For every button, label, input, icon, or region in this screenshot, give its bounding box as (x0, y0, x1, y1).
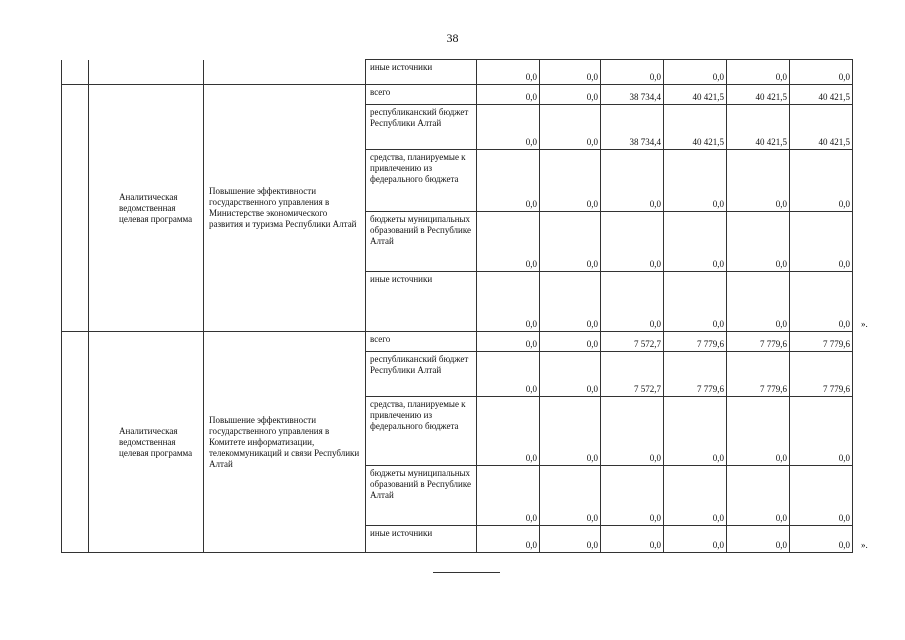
funding-source-cell: республиканский бюджет Республики Алтай (366, 105, 477, 150)
amount-cell: 0,0 (790, 397, 853, 466)
closing-quote-mark: ». (861, 539, 868, 550)
amount-cell: 0,0 (664, 212, 727, 272)
table-row (62, 85, 853, 105)
amount-cell: 0,0 (727, 60, 790, 85)
table-row (62, 60, 853, 85)
funding-source-cell: бюджеты муниципальных образований в Республике Алтай (366, 466, 477, 526)
amount-cell: 40 421,5 (727, 105, 790, 150)
amount-cell: 0,0 (477, 526, 540, 553)
amount-cell: 0,0 (540, 85, 601, 105)
amount-cell: 7 779,6 (727, 332, 790, 352)
funding-source-cell: средства, планируемые к привлечению из федерального бюджета (366, 150, 477, 212)
row-number-cell (62, 85, 89, 332)
program-type-cell (89, 60, 204, 85)
amount-cell: 0,0 (790, 466, 853, 526)
amount-cell: 0,0 (601, 526, 664, 553)
funding-source-cell: бюджеты муниципальных образований в Республике Алтай (366, 212, 477, 272)
amount-cell: 0,0 (540, 105, 601, 150)
amount-cell: 0,0 (477, 332, 540, 352)
amount-cell: 0,0 (540, 212, 601, 272)
closing-quote-mark: ». (861, 318, 868, 329)
amount-cell: 40 421,5 (664, 85, 727, 105)
funding-source-cell: иные источники (366, 272, 477, 332)
measure-name-cell (204, 60, 366, 85)
footnote-divider (433, 572, 500, 573)
funding-source-cell: республиканский бюджет Республики Алтай (366, 352, 477, 397)
amount-cell: 0,0 (727, 212, 790, 272)
amount-cell: 40 421,5 (790, 85, 853, 105)
amount-cell: 40 421,5 (727, 85, 790, 105)
amount-cell: 0,0 (477, 352, 540, 397)
amount-cell: 38 734,4 (601, 85, 664, 105)
amount-cell: 0,0 (727, 466, 790, 526)
amount-cell: 0,0 (664, 466, 727, 526)
budget-table (61, 59, 853, 553)
amount-cell: 0,0 (601, 212, 664, 272)
amount-cell: 0,0 (664, 526, 727, 553)
amount-cell: 0,0 (540, 466, 601, 526)
table-row (62, 332, 853, 352)
amount-cell: 0,0 (477, 466, 540, 526)
amount-cell: 7 779,6 (790, 352, 853, 397)
amount-cell: 0,0 (477, 397, 540, 466)
amount-cell: 0,0 (477, 105, 540, 150)
amount-cell: 0,0 (664, 272, 727, 332)
amount-cell: 0,0 (601, 272, 664, 332)
funding-source-cell: иные источники (366, 526, 477, 553)
amount-cell: 7 779,6 (664, 332, 727, 352)
page-number: 38 (446, 31, 459, 45)
amount-cell: 0,0 (601, 150, 664, 212)
program-type-cell: Аналитическая ведомственная целевая программа (89, 332, 204, 553)
amount-cell: 0,0 (727, 272, 790, 332)
measure-name-cell: Повышение эффективности государственного управления в Министерстве экономического развития и туризма Республики Алтай (204, 85, 366, 332)
amount-cell: 7 779,6 (664, 352, 727, 397)
amount-cell: 0,0 (790, 150, 853, 212)
amount-cell: 0,0 (727, 150, 790, 212)
program-type-cell: Аналитическая ведомственная целевая программа (89, 85, 204, 332)
amount-cell: 0,0 (664, 60, 727, 85)
amount-cell: 40 421,5 (790, 105, 853, 150)
amount-cell: 0,0 (790, 272, 853, 332)
amount-cell: 0,0 (601, 397, 664, 466)
amount-cell: 0,0 (477, 85, 540, 105)
amount-cell: 0,0 (790, 212, 853, 272)
amount-cell: 7 779,6 (790, 332, 853, 352)
amount-cell: 0,0 (790, 60, 853, 85)
amount-cell: 0,0 (727, 397, 790, 466)
row-number-cell (62, 332, 89, 553)
funding-source-cell: всего (366, 85, 477, 105)
amount-cell: 0,0 (540, 352, 601, 397)
funding-source-cell: иные источники (366, 60, 477, 85)
amount-cell: 0,0 (477, 60, 540, 85)
amount-cell: 0,0 (477, 150, 540, 212)
amount-cell: 0,0 (540, 526, 601, 553)
amount-cell: 0,0 (540, 150, 601, 212)
amount-cell: 0,0 (664, 150, 727, 212)
row-number-cell (62, 60, 89, 85)
amount-cell: 0,0 (540, 272, 601, 332)
funding-source-cell: средства, планируемые к привлечению из федерального бюджета (366, 397, 477, 466)
amount-cell: 7 779,6 (727, 352, 790, 397)
amount-cell: 0,0 (540, 60, 601, 85)
amount-cell: 0,0 (601, 466, 664, 526)
measure-name-cell: Повышение эффективности государственного управления в Комитете информатизации, телекоммуникаций и связи Республики Алтай (204, 332, 366, 553)
amount-cell: 0,0 (540, 332, 601, 352)
amount-cell: 0,0 (790, 526, 853, 553)
amount-cell: 7 572,7 (601, 352, 664, 397)
amount-cell: 7 572,7 (601, 332, 664, 352)
amount-cell: 0,0 (727, 526, 790, 553)
funding-source-cell: всего (366, 332, 477, 352)
amount-cell: 0,0 (477, 212, 540, 272)
amount-cell: 40 421,5 (664, 105, 727, 150)
amount-cell: 0,0 (601, 60, 664, 85)
amount-cell: 0,0 (477, 272, 540, 332)
amount-cell: 0,0 (664, 397, 727, 466)
amount-cell: 38 734,4 (601, 105, 664, 150)
amount-cell: 0,0 (540, 397, 601, 466)
